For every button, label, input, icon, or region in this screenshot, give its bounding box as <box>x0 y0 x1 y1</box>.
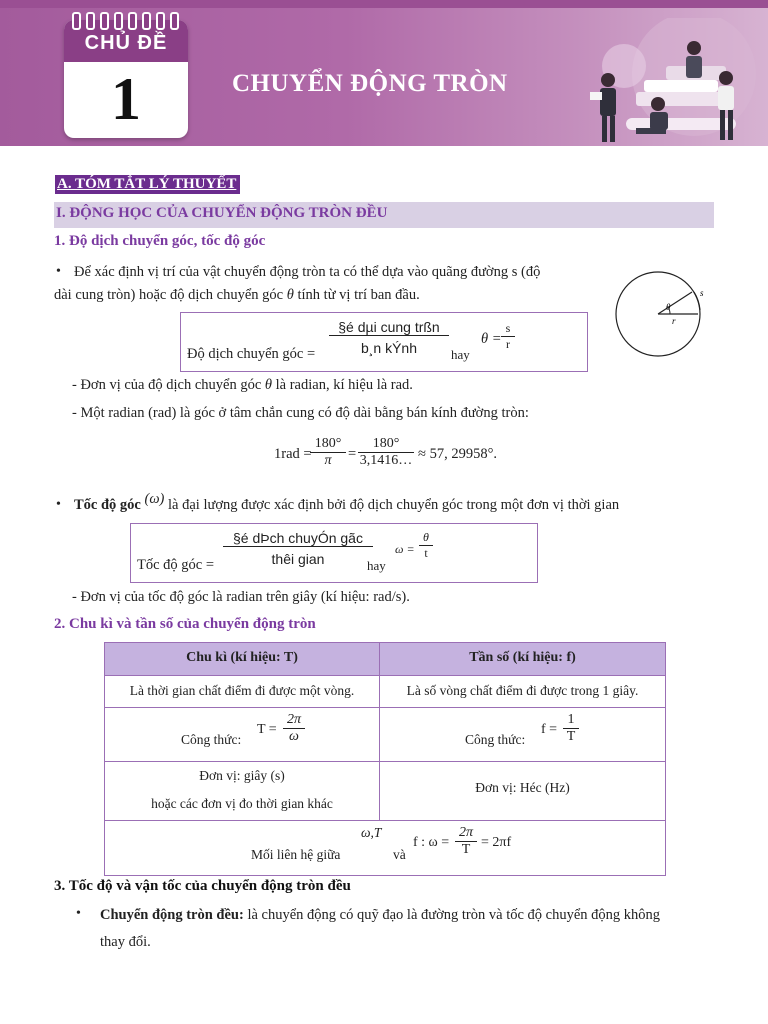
table-header-frequency: Tần số (kí hiệu: f) <box>380 643 665 676</box>
box1-label: Độ dịch chuyển góc = <box>187 346 316 362</box>
diagram-theta: θ <box>666 302 671 312</box>
section-i-title: I. ĐỘNG HỌC CỦA CHUYỂN ĐỘNG TRÒN ĐỀU <box>56 205 388 221</box>
chapter-label: CHỦ ĐỀ <box>84 32 168 54</box>
calendar-rings <box>70 12 182 28</box>
calendar-icon <box>64 20 188 138</box>
radian-eq-lhs: 1rad = <box>274 446 312 462</box>
banner-top-band <box>0 0 768 8</box>
omega-line: Tốc độ góc (ω) là đại lượng được xác định bởi độ dịch chuyển góc trong một đơn vị thời gian <box>74 491 620 513</box>
box2-fraction: §é dÞch chuyÓn gãc thêi gian <box>223 530 373 567</box>
section-i-heading <box>54 202 714 228</box>
uniform-motion-line-1: Chuyển động tròn đều: là chuyển động có quỹ đạo là đường tròn và tốc độ chuyển động không <box>100 907 661 923</box>
subheading-3: 3. Tốc độ và vận tốc của chuyển động tròn đều <box>54 878 351 894</box>
subheading-2: 2. Chu kì và tần số của chuyển động tròn <box>54 616 316 632</box>
students-illustration <box>566 18 766 146</box>
formula-box-angular-displacement: Độ dịch chuyển góc = §é dµi cung trßn b¸n kÝnh hay θ = $\frac{s}{r}$ <box>180 312 588 372</box>
diagram-s: s <box>700 288 704 298</box>
section-a-heading: A. TÓM TẮT LÝ THUYẾT <box>55 175 240 194</box>
bullet-dot: • <box>56 264 61 279</box>
chapter-number: 1 <box>111 66 141 132</box>
table-row: Mối liên hệ giữa ω,T và f : ω = $\frac{2\pi}{T}$ = 2πf <box>251 825 512 862</box>
intro-line-2: dài cung tròn) hoặc độ dịch chuyển góc θ tính từ vị trí ban đầu. <box>54 287 420 303</box>
formula-box-angular-speed: Tốc độ góc = §é dÞch chuyÓn gãc thêi gian hay ω = $\frac{\theta}{t}$ <box>130 523 538 583</box>
diagram-r: r <box>672 316 676 326</box>
box2-label: Tốc độ góc = <box>137 557 215 573</box>
box1-fraction: §é dµi cung trßn b¸n kÝnh <box>329 319 449 356</box>
intro-line-1: Để xác định vị trí của vật chuyển động tròn ta có thể dựa vào quãng đường s (độ <box>74 264 541 280</box>
uniform-motion-line-2: thay đổi. <box>100 934 151 950</box>
bullet-dot: • <box>76 906 81 921</box>
radian-eq-frac1: $\frac{180^\circ}{\pi}$ <box>310 436 346 469</box>
omega-unit: - Đơn vị của tốc độ góc là radian trên giây (kí hiệu: rad/s). <box>72 589 410 605</box>
radian-definition: - Một radian (rad) là góc ở tâm chắn cung có độ dài bằng bán kính đường tròn: <box>72 405 529 421</box>
page-title: CHUYỂN ĐỘNG TRÒN <box>232 70 508 97</box>
table-row: Đơn vị: giây (s) hoặc các đơn vị đo thời gian khác Đơn vị: Héc (Hz) <box>105 762 665 821</box>
circle-diagram <box>612 270 712 360</box>
table-row: Công thức: T = $\frac{2\pi}{\omega}$ Công thức: f = $\frac{1}{T}$ <box>105 708 665 762</box>
subheading-1: 1. Độ dịch chuyển góc, tốc độ góc <box>54 233 266 249</box>
bullet-dot: • <box>56 497 61 512</box>
header-banner <box>0 0 768 146</box>
table-row: Là thời gian chất điểm đi được một vòng. Là số vòng chất điểm đi được trong 1 giây. <box>105 676 665 708</box>
period-frequency-table <box>104 642 666 876</box>
table-header-period: Chu kì (kí hiệu: T) <box>105 643 379 676</box>
radian-eq-frac2: $\frac{180^\circ}{3,1416\dots}$ <box>359 436 413 468</box>
unit-line: - Đơn vị của độ dịch chuyển góc θ là radian, kí hiệu là rad. <box>72 377 413 393</box>
